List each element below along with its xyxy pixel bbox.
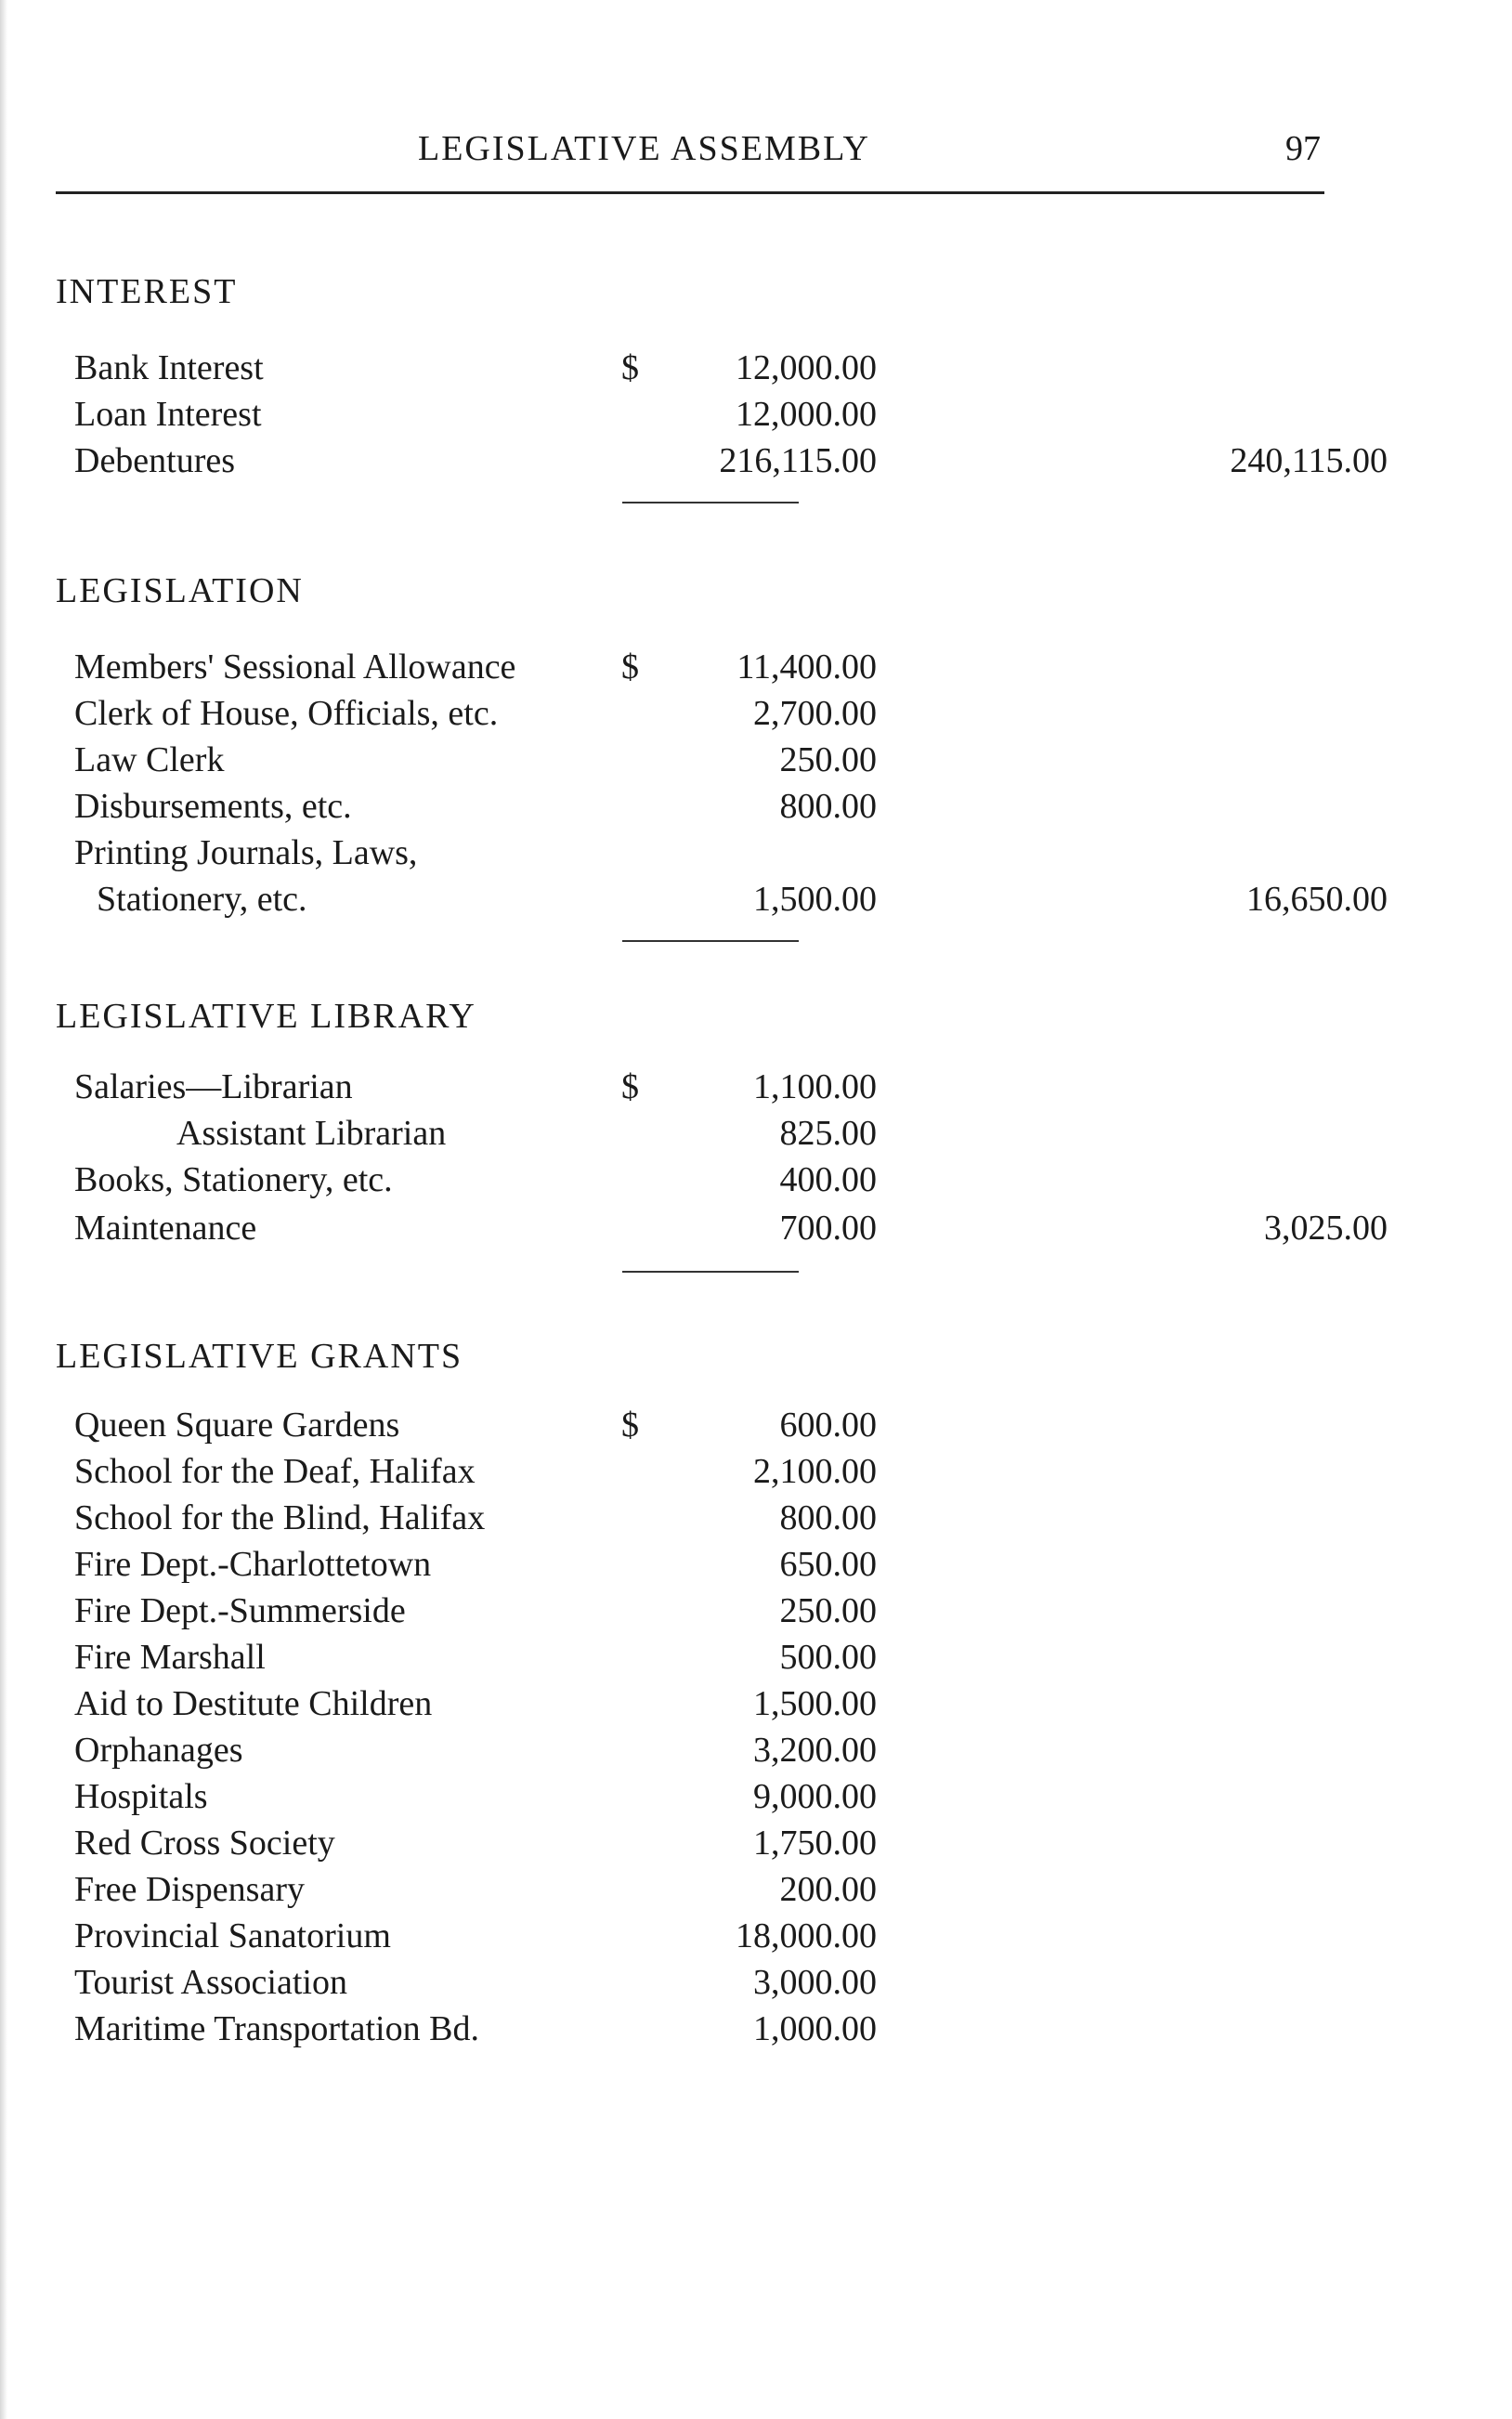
ledger-amount: 700.00 <box>779 1209 877 1248</box>
section-total: 16,650.00 <box>1246 880 1388 919</box>
page-number: 97 <box>1285 129 1321 168</box>
ledger-item-label: Disbursements, etc. <box>74 786 632 827</box>
section-title-legislation: LEGISLATION <box>56 571 304 610</box>
ledger-item-label: School for the Blind, Halifax <box>74 1497 632 1538</box>
dollar-sign: $ <box>621 1406 639 1445</box>
ledger-row <box>74 1730 1324 1776</box>
ledger-amount: 1,500.00 <box>753 880 877 919</box>
ledger-item-label: Loan Interest <box>74 394 632 435</box>
ledger-row <box>74 647 1324 693</box>
ledger-amount: 216,115.00 <box>719 441 877 480</box>
ledger-row <box>74 1637 1324 1683</box>
ledger-row <box>74 1823 1324 1869</box>
ledger-amount: 11,400.00 <box>736 647 877 686</box>
ledger-item-label: Fire Dept.-Summerside <box>74 1590 632 1631</box>
ledger-item-label: Orphanages <box>74 1730 632 1771</box>
ledger-item-label: Tourist Association <box>74 1962 632 2003</box>
ledger-item-label: Maintenance <box>74 1208 632 1249</box>
ledger-row <box>74 1405 1324 1451</box>
ledger-row <box>74 739 1324 786</box>
ledger-row <box>74 1159 1324 1206</box>
ledger-amount: 250.00 <box>779 740 877 779</box>
ledger-item-label: Assistant Librarian <box>74 1113 632 1154</box>
section-title-legislative-grants: LEGISLATIVE GRANTS <box>56 1337 463 1376</box>
ledger-amount: 12,000.00 <box>736 348 877 387</box>
ledger-item-label: Debentures <box>74 440 632 481</box>
section-total: 3,025.00 <box>1264 1209 1388 1248</box>
ledger-item-label: Queen Square Gardens <box>74 1405 632 1445</box>
ledger-item-label: Fire Dept.-Charlottetown <box>74 1544 632 1585</box>
ledger-amount: 2,100.00 <box>753 1452 877 1491</box>
ledger-row <box>74 440 1388 487</box>
ledger-amount: 200.00 <box>779 1870 877 1909</box>
ledger-item-label: Books, Stationery, etc. <box>74 1159 632 1200</box>
ledger-row <box>74 1544 1324 1590</box>
ledger-amount: 1,000.00 <box>753 2009 877 2048</box>
ledger-amount: 250.00 <box>779 1591 877 1630</box>
ledger-item-label: Free Dispensary <box>74 1869 632 1910</box>
ledger-row <box>74 394 1324 440</box>
ledger-amount: 12,000.00 <box>736 395 877 434</box>
ledger-row <box>74 347 1324 394</box>
dollar-sign: $ <box>621 1067 639 1106</box>
ledger-amount: 3,200.00 <box>753 1731 877 1770</box>
ledger-item-label: Printing Journals, Laws, <box>74 832 632 873</box>
section-title-interest: INTEREST <box>56 272 238 311</box>
ledger-row <box>74 1776 1324 1823</box>
ledger-item-label: Maritime Transportation Bd. <box>74 2008 632 2049</box>
ledger-item-label: Hospitals <box>74 1776 632 1817</box>
ledger-row <box>74 1113 1324 1159</box>
dollar-sign: $ <box>621 348 639 387</box>
ledger-row <box>74 1590 1324 1637</box>
ledger-item-label: Clerk of House, Officials, etc. <box>74 693 632 734</box>
ledger-row <box>74 879 1388 925</box>
ledger-row <box>74 1869 1324 1916</box>
ledger-amount: 2,700.00 <box>753 694 877 733</box>
ledger-amount: 800.00 <box>779 1498 877 1537</box>
ledger-row <box>74 786 1324 832</box>
ledger-row <box>74 1066 1324 1113</box>
ledger-row <box>74 1916 1324 1962</box>
ledger-amount: 400.00 <box>779 1160 877 1199</box>
ledger-item-label: Salaries—Librarian <box>74 1066 632 1107</box>
ledger-item-label: Members' Sessional Allowance <box>74 647 632 687</box>
subtotal-rule <box>622 502 799 503</box>
ledger-item-label: Bank Interest <box>74 347 632 388</box>
page-header-title: LEGISLATIVE ASSEMBLY <box>418 129 870 168</box>
ledger-amount: 800.00 <box>779 787 877 826</box>
ledger-row <box>74 1208 1388 1254</box>
ledger-row <box>74 2008 1324 2055</box>
subtotal-rule <box>622 940 799 942</box>
ledger-amount: 3,000.00 <box>753 1963 877 2002</box>
ledger-amount: 1,100.00 <box>753 1067 877 1106</box>
ledger-item-label: Aid to Destitute Children <box>74 1683 632 1724</box>
dollar-sign: $ <box>621 647 639 686</box>
ledger-row <box>74 1497 1324 1544</box>
ledger-row <box>74 693 1324 739</box>
ledger-item-label: Law Clerk <box>74 739 632 780</box>
ledger-row <box>74 1962 1324 2008</box>
ledger-row <box>74 832 1324 879</box>
ledger-item-label: School for the Deaf, Halifax <box>74 1451 632 1492</box>
ledger-item-label: Stationery, etc. <box>74 879 632 920</box>
ledger-row <box>74 1683 1324 1730</box>
ledger-amount: 650.00 <box>779 1545 877 1584</box>
ledger-amount: 500.00 <box>779 1638 877 1677</box>
ledger-amount: 825.00 <box>779 1114 877 1153</box>
ledger-item-label: Provincial Sanatorium <box>74 1916 632 1956</box>
ledger-amount: 18,000.00 <box>736 1916 877 1955</box>
section-title-legislative-library: LEGISLATIVE LIBRARY <box>56 997 476 1036</box>
scan-edge <box>0 0 7 2419</box>
ledger-amount: 600.00 <box>779 1406 877 1445</box>
ledger-amount: 1,750.00 <box>753 1824 877 1863</box>
section-total: 240,115.00 <box>1230 441 1388 480</box>
header-rule <box>56 191 1324 194</box>
ledger-row <box>74 1451 1324 1497</box>
subtotal-rule <box>622 1271 799 1273</box>
ledger-item-label: Fire Marshall <box>74 1637 632 1678</box>
ledger-amount: 9,000.00 <box>753 1777 877 1816</box>
ledger-item-label: Red Cross Society <box>74 1823 632 1863</box>
ledger-amount: 1,500.00 <box>753 1684 877 1723</box>
